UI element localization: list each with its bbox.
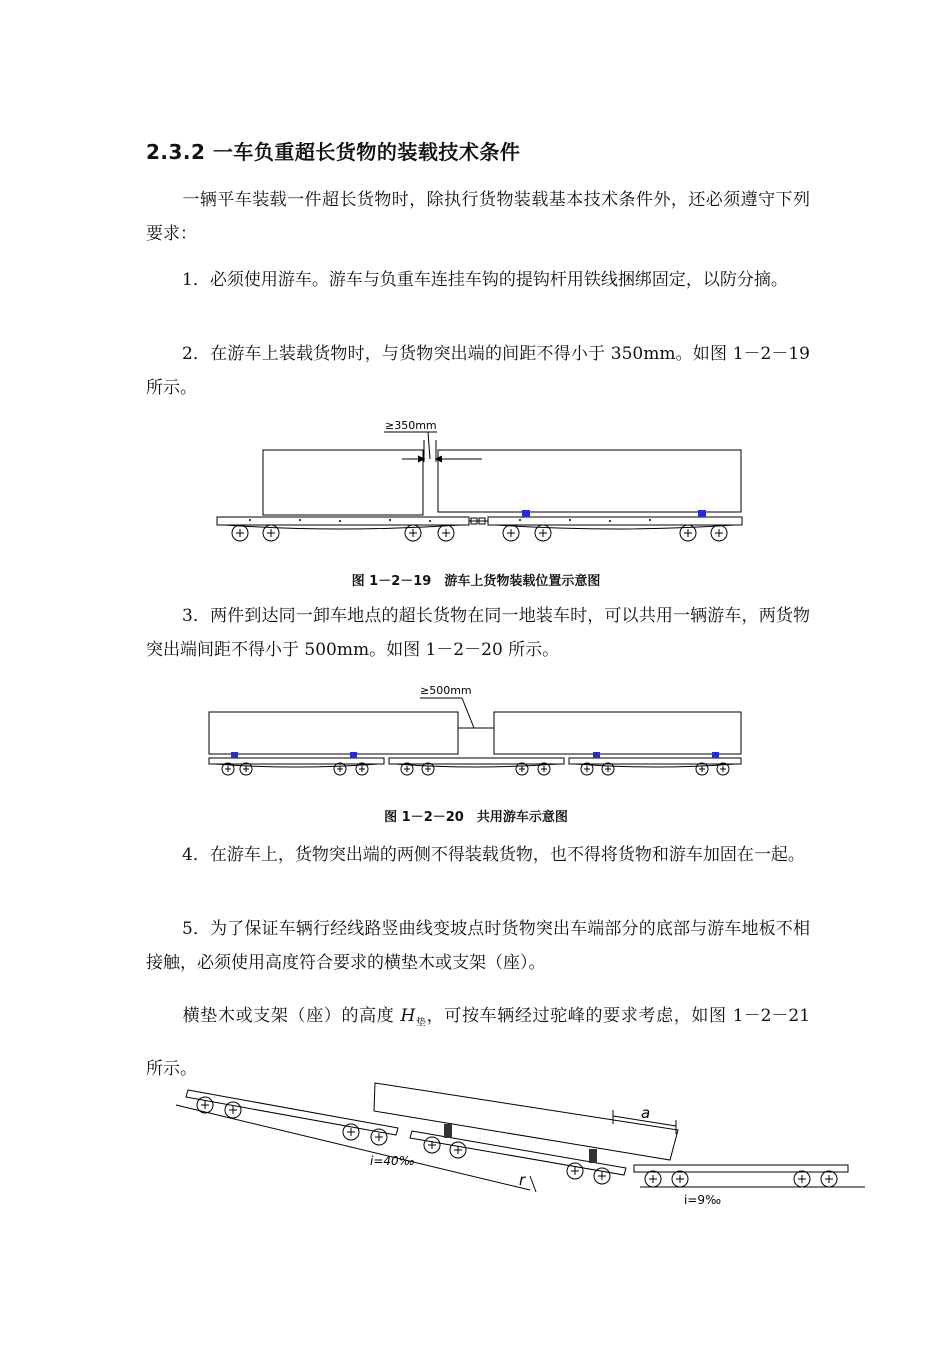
intro-paragraph: 一辆平车装载一件超长货物时，除执行货物装载基本技术条件外，还必须遵守下列要求： <box>146 190 810 244</box>
grade-left-label: i=40‰ <box>370 1154 415 1168</box>
label-r: r <box>519 1171 526 1189</box>
requirement-2: 2．在游车上装载货物时，与货物突出端的间距不得小于 350mm。如图 1－2－19 所示。 <box>146 344 810 398</box>
label-a: a <box>641 1104 651 1122</box>
section-heading: 2.3.2 一车负重超长货物的装载技术条件 <box>146 140 521 164</box>
idler-car-deck <box>217 517 469 525</box>
cargo-box-right <box>438 450 741 512</box>
requirement-3: 3．两件到达同一卸车地点的超长货物在同一地装车时，可以共用一辆游车，两货物突出端间距不得小于 500mm。如图 1－2－20 所示。 <box>146 606 810 660</box>
cargo-box-right <box>494 712 741 754</box>
cargo-box-left <box>209 712 458 754</box>
loaded-car-deck <box>488 517 742 525</box>
cargo-box-left <box>263 450 423 515</box>
figure-1-2-20 <box>0 680 952 780</box>
figure-1-2-20-caption: 图 1－2－20 共用游车示意图 <box>384 810 568 825</box>
figure-1-2-19-caption: 图 1－2－19 游车上货物装载位置示意图 <box>351 574 601 589</box>
variable-h: H <box>400 1006 416 1026</box>
requirement-1: 1．必须使用游车。游车与负重车连挂车钩的提钩杆用铁线捆绑固定，以防分摘。 <box>182 270 788 290</box>
requirement-6: 横垫木或支架（座）的高度 $H_垫$，可按车辆经过驼峰的要求考虑，如图 1－2－21 所示。 <box>146 1006 811 1080</box>
dimension-label: ≥350mm <box>385 419 437 432</box>
figure-1-2-21 <box>0 1075 952 1210</box>
grade-right-label: i=9‰ <box>684 1193 722 1207</box>
figure-1-2-19 <box>0 412 952 557</box>
requirement-5: 5．为了保证车辆行经线路竖曲线变坡点时货物突出车端部分的底部与游车地板不相接触，必须使用高度符合要求的横垫木或支架（座）。 <box>146 919 810 973</box>
dimension-label: ≥500mm <box>420 684 472 697</box>
requirement-4: 4．在游车上，货物突出端的两侧不得装载货物，也不得将货物和游车加固在一起。 <box>182 845 805 865</box>
variable-h-subscript: 垫 <box>415 1017 427 1029</box>
cargo-box-tilted <box>374 1083 678 1160</box>
